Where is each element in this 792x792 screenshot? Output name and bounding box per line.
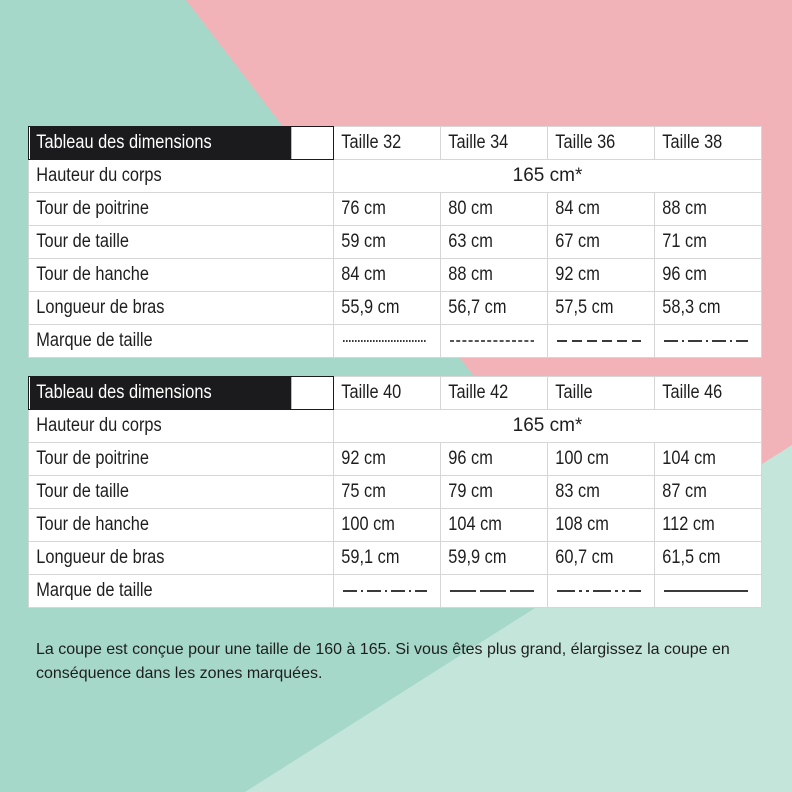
size-header: Taille 38 (655, 127, 747, 160)
table-cell: 63 cm (441, 226, 533, 259)
table-row (29, 410, 762, 443)
table-cell: 80 cm (441, 193, 533, 226)
table-cell: 108 cm (548, 509, 640, 542)
table-cell: 96 cm (441, 443, 533, 476)
table-row (29, 476, 762, 509)
size-header: Taille 32 (334, 127, 426, 160)
table-cell: 71 cm (655, 226, 747, 259)
table-cell: 112 cm (655, 509, 747, 542)
table-cell: 96 cm (655, 259, 747, 292)
table-header-row (29, 377, 762, 410)
body-height-value: 165 cm* (334, 410, 762, 443)
table-cell: 88 cm (441, 259, 533, 292)
table-cell: 56,7 cm (441, 292, 533, 325)
table-cell: 83 cm (548, 476, 640, 509)
table-title: Tableau des dimensions (29, 377, 291, 410)
size-mark-cell (655, 325, 762, 358)
size-header: Taille 36 (548, 127, 640, 160)
row-label: Tour de hanche (29, 259, 291, 292)
size-mark-cell (441, 575, 548, 608)
row-label: Tour de taille (29, 476, 291, 509)
row-label: Marque de taille (29, 325, 291, 358)
table-cell: 88 cm (655, 193, 747, 226)
row-label: Longueur de bras (29, 292, 291, 325)
table-row (29, 193, 762, 226)
size-mark-cell (548, 575, 655, 608)
size-mark-svg (556, 585, 642, 597)
row-label: Tour de taille (29, 226, 291, 259)
row-label: Tour de poitrine (29, 443, 291, 476)
table-row (29, 542, 762, 575)
size-mark-cell (655, 575, 762, 608)
table-row (29, 509, 762, 542)
size-mark-cell (334, 575, 441, 608)
table-row (29, 160, 762, 193)
body-height-value: 165 cm* (334, 160, 762, 193)
size-mark-svg (663, 335, 749, 347)
table-row (29, 226, 762, 259)
table-cell: 87 cm (655, 476, 747, 509)
size-mark-cell (441, 325, 548, 358)
table-cell: 104 cm (441, 509, 533, 542)
table-row (29, 292, 762, 325)
table-cell: 92 cm (548, 259, 640, 292)
size-mark-svg (449, 335, 535, 347)
table-row (29, 259, 762, 292)
table-row (29, 443, 762, 476)
table-cell: 67 cm (548, 226, 640, 259)
table-cell: 100 cm (548, 443, 640, 476)
table-cell: 84 cm (334, 259, 426, 292)
table-cell: 104 cm (655, 443, 747, 476)
size-mark-svg (556, 335, 642, 347)
row-label: Hauteur du corps (29, 160, 291, 193)
table-cell: 76 cm (334, 193, 426, 226)
size-header: Taille 46 (655, 377, 747, 410)
size-mark-svg (342, 335, 428, 347)
table-cell: 60,7 cm (548, 542, 640, 575)
row-label: Tour de poitrine (29, 193, 291, 226)
size-header: Taille 40 (334, 377, 426, 410)
size-table-1 (28, 126, 762, 358)
row-label: Marque de taille (29, 575, 291, 608)
table-title: Tableau des dimensions (29, 127, 291, 160)
table-cell: 55,9 cm (334, 292, 426, 325)
size-mark-cell (548, 325, 655, 358)
table-cell: 92 cm (334, 443, 426, 476)
table-cell: 59,9 cm (441, 542, 533, 575)
row-label: Tour de hanche (29, 509, 291, 542)
size-header: Taille 42 (441, 377, 533, 410)
size-mark-cell (334, 325, 441, 358)
table-cell: 57,5 cm (548, 292, 640, 325)
fit-note: La coupe est conçue pour une taille de 160 à 165. Si vous êtes plus grand, élargissez la coupe en conséquence dans les zones marquées. (36, 641, 730, 682)
table-row (29, 575, 762, 608)
size-mark-svg (342, 585, 428, 597)
table-header-row (29, 127, 762, 160)
table-cell: 58,3 cm (655, 292, 747, 325)
row-label: Hauteur du corps (29, 410, 291, 443)
table-cell: 100 cm (334, 509, 426, 542)
table-cell: 59,1 cm (334, 542, 426, 575)
table-cell: 84 cm (548, 193, 640, 226)
table-cell: 61,5 cm (655, 542, 747, 575)
table-cell: 59 cm (334, 226, 426, 259)
size-table-2 (28, 376, 762, 608)
table-cell: 79 cm (441, 476, 533, 509)
table-row (29, 325, 762, 358)
size-mark-svg (663, 585, 749, 597)
table-cell: 75 cm (334, 476, 426, 509)
size-header: Taille 34 (441, 127, 533, 160)
size-header: Taille (548, 377, 640, 410)
size-mark-svg (449, 585, 535, 597)
row-label: Longueur de bras (29, 542, 291, 575)
